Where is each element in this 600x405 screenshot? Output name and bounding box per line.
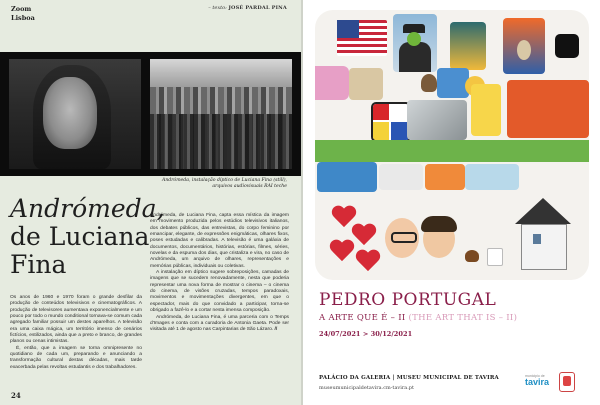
pink-tile [315, 66, 349, 100]
heart-icon [355, 250, 381, 274]
poster-artwork [315, 10, 589, 280]
exhibition-dates: 24/07/2021 > 30/12/2021 [319, 330, 413, 338]
black-square-tile [555, 34, 579, 58]
woman-face [423, 220, 455, 258]
section-line-2: Lisboa [11, 14, 35, 22]
exhibition-title [319, 313, 517, 323]
end-mark: // [274, 327, 278, 333]
exhibition-title-en: (THE ART THAT IS – II) [408, 313, 518, 323]
exhibition-title-pt: A ARTE QUE É – II [319, 313, 406, 323]
page-number: 24 [11, 391, 21, 400]
chart-tile [379, 164, 423, 190]
house-tile [515, 198, 571, 268]
author-credit [208, 5, 287, 11]
photo-diptych [0, 52, 301, 176]
artist-name: PEDRO PORTUGAL [319, 290, 497, 310]
orange-tile [425, 164, 465, 190]
title-line-1: Andrómeda, [10, 194, 165, 223]
credit-prefix: – texto: [208, 5, 227, 11]
beige-tile [349, 68, 383, 100]
sunflowers-tile [450, 22, 486, 70]
heart-icon [329, 240, 355, 264]
us-flag-tile [337, 20, 387, 56]
museum-seal-icon [559, 372, 575, 392]
green-band [315, 140, 589, 162]
section-line-1: Zoom [11, 5, 32, 13]
photo-caption: Andrómeda, instalação díptico de Luciana Fina (still), arquivos audiovisuais RAI teche [162, 178, 287, 189]
paragraph-text: Andrómeda, de Luciana Fina, é uma parceria com o Temps d'Images e conta com a curadoria de Antonia Gaeta. Pode ser visitada até 1 de agosto nas Carpintarias de São Lázaro. [150, 314, 289, 333]
cartoon-tile [421, 74, 437, 92]
light-sky-tile [465, 164, 519, 190]
body-column-right [150, 213, 289, 334]
tavira-logo [525, 374, 549, 387]
blue-sky-tile [317, 162, 377, 192]
right-page [303, 0, 600, 405]
dancers-tile [507, 80, 589, 138]
credit-author: JOSÉ PARDAL PINA [228, 5, 287, 11]
silver-tile [407, 100, 467, 140]
paragraph: Os anos de 1960 e 1970 foram o grande desfilar da produção de conteúdos televisivos e cinematográficos. A produção de televisores aumentava exponencialmente e um pouco por todo o mundo conditional tornava-se comum cada agregado familiar possuir um destes aparelhos. A televisão era uma caixa mágica, um território imenso de cenários fictícios, estilizados, ainda que a preto e branco, de grandes planos ou cenas intimistas. [10, 295, 142, 345]
scream-tile [503, 18, 545, 74]
title-line-3: Fina [10, 250, 67, 279]
yellow-figure-tile [471, 84, 501, 136]
logo-text: tavira [525, 377, 550, 387]
bowler-hat-man-tile [393, 14, 437, 72]
photo-crowd [150, 59, 292, 169]
cup-icon [487, 248, 503, 266]
paragraph [150, 315, 289, 334]
photo-portrait [9, 59, 141, 169]
title-line-2: de Luciana [10, 222, 150, 251]
paragraph: A instalação em díptico sugere sobreposições, camadas de imagens que se sucedem renovadamente, nesta que poderia representar uma nova forma de mostrar o cinema – o cinema do cinema, de visões cruzadas, tempos paradoxais, movimentos e movimentações divergentes, em que o espectador, mais do que convidado a participar, torna-se obrigado a fazê-lo e a cortar nesta imensa composição. [150, 270, 289, 314]
article-title [10, 194, 165, 279]
section-label [11, 5, 35, 23]
body-column-left [10, 295, 142, 371]
man-glasses-face [385, 218, 419, 258]
website-url: museumunicipaldetavira.cm-tavira.pt [319, 385, 415, 391]
blue-tile [437, 68, 469, 98]
venue: PALÁCIO DA GALERIA | MUSEU MUNICIPAL DE TAVIRA [319, 375, 499, 381]
logo-small-text: municipio de [525, 374, 545, 378]
paragraph: Andrómeda, de Luciana Fina, capta essa mística da imagem em movimento produzida pelos estúdios televisivos italianos, dos debates públicos, das entrevistas, do corpo feminino por emancipar, elegante, de expressões enigmáticas, olhares fixos, poses estudadas e calibradas. A televisão é uma galáxia de documentos, documentários, histórias, estórias, filmes, séries, novelas e da espuma dos dias, que cristaliza e vira, no caso de Andrómeda, um arquivo de olhares, representações e memórias públicas, individuais ou coletivas. [150, 213, 289, 269]
paragraph: É, então, que a imagem se torna omnipresente no quotidiano de cada um, preparando e anunciando a transformação cultural destas décadas, mais tarde exacerbada pelas revoltas estudantis e dos trabalhadores. [10, 345, 142, 370]
poo-emoji [465, 250, 479, 262]
mondrian-tile [371, 102, 411, 142]
